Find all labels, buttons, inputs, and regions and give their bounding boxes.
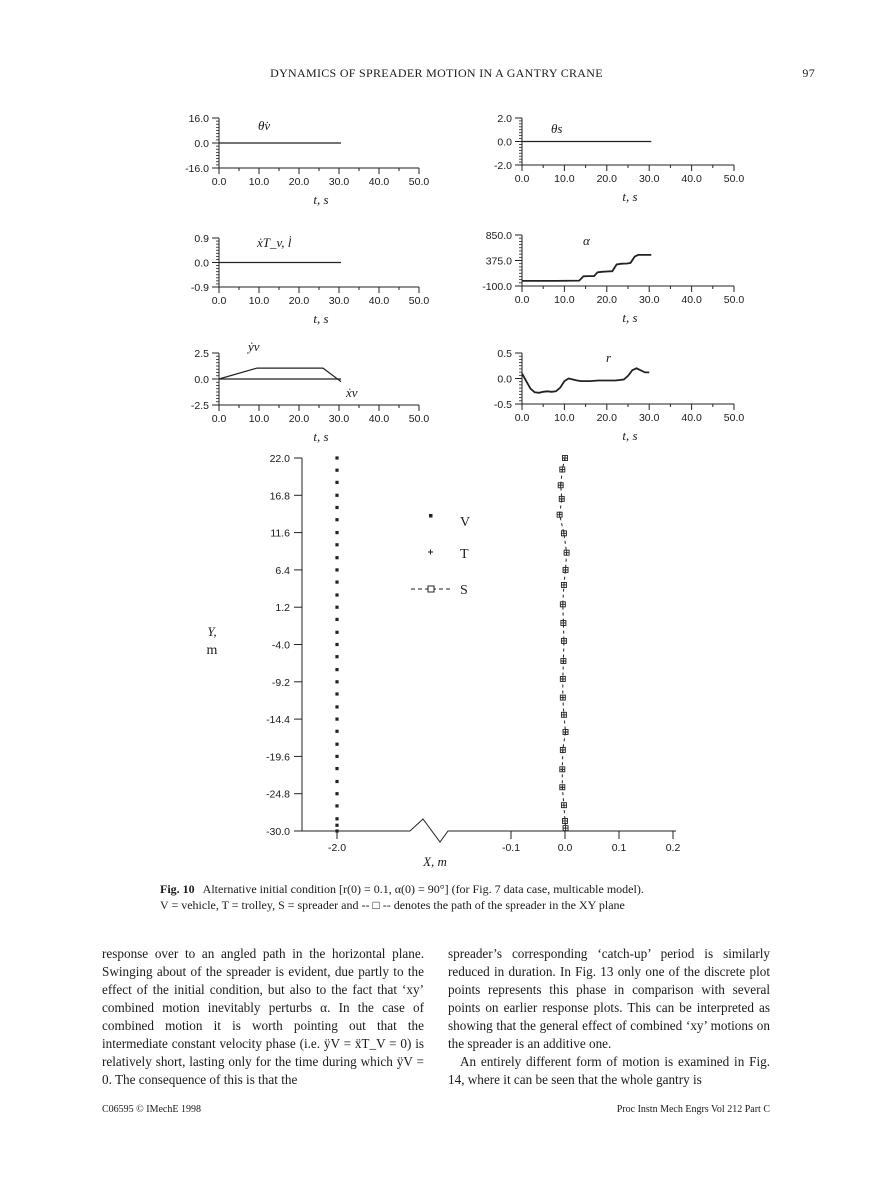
chart-y_v (191, 339, 429, 444)
y-tick-label: -19.6 (266, 751, 290, 764)
vehicle-point (335, 481, 338, 484)
chart-theta_s (494, 113, 744, 204)
y-axis-label: Y, (207, 624, 217, 639)
y-tick-label: 2.0 (497, 113, 512, 125)
body-column-right (448, 945, 770, 1089)
y-tick-label: -100.0 (482, 281, 512, 293)
y-tick-label: -30.0 (266, 826, 290, 838)
trolley-point (561, 658, 566, 663)
vehicle-point (335, 580, 338, 583)
x-tick-label: 30.0 (328, 176, 350, 188)
y-tick-label: -9.2 (271, 676, 290, 689)
vehicle-point (335, 543, 338, 546)
legend-marker-spreader (428, 586, 434, 592)
curve-annotation: ẏv (248, 339, 260, 354)
xy-legend (411, 514, 470, 598)
x-tick-label: 40.0 (368, 176, 390, 188)
chart-xy-path (207, 453, 681, 869)
x-tick-label: 50.0 (723, 412, 745, 424)
vehicle-point (335, 755, 338, 758)
y-tick-label: 0.0 (497, 136, 512, 149)
trolley-point (560, 676, 565, 681)
vehicle-point (335, 680, 338, 683)
y-tick-label: -4.0 (271, 639, 290, 652)
x-tick-label: 20.0 (596, 294, 618, 306)
vehicle-point (335, 618, 338, 621)
vehicle-point (335, 692, 338, 695)
vehicle-point (335, 743, 338, 746)
vehicle-point (335, 829, 338, 832)
x-tick-label: 40.0 (368, 413, 390, 425)
x-tick-label: 30.0 (638, 294, 660, 306)
trolley-point (560, 695, 565, 700)
curve-annotation: θ̇v (258, 118, 271, 133)
legend-label: T (460, 547, 469, 562)
trolley-point (560, 767, 565, 772)
x-tick-label: 0.0 (514, 294, 530, 306)
curve-annotation: θs (551, 121, 563, 136)
x-tick-label: 50.0 (408, 295, 430, 307)
trolley-point (561, 620, 566, 625)
y-tick-label: -0.9 (190, 282, 209, 294)
vehicle-point (335, 456, 338, 459)
vehicle-point (335, 593, 338, 596)
vehicle-point (335, 469, 338, 472)
x-tick-label: 0.1 (611, 842, 627, 854)
x-tick-label: 20.0 (596, 412, 618, 424)
x-tick-label: 20.0 (288, 295, 310, 307)
x-tick-label: 10.0 (554, 412, 575, 424)
x-tick-label: 10.0 (248, 176, 270, 188)
legend-label: V (460, 515, 471, 530)
vehicle-point (335, 643, 338, 646)
y-tick-label: 16.8 (269, 490, 290, 503)
x-tick-label: 0.2 (665, 842, 681, 854)
vehicle-point (335, 718, 338, 721)
vehicle-point (335, 531, 338, 534)
caption-line-1: Alternative initial condition [r(0) = 0.1, α(0) = 90°] (for Fig. 7 data case, multicable model). (202, 882, 644, 896)
trolley-point (560, 602, 565, 607)
x-tick-label: 0.0 (514, 412, 530, 424)
x-tick-label: 30.0 (328, 413, 350, 425)
trolley-point (560, 747, 565, 752)
x-tick-label: 20.0 (288, 176, 310, 188)
y-tick-label: -24.8 (266, 788, 290, 801)
x-tick-label: 40.0 (368, 295, 390, 307)
trolley-point (563, 818, 568, 823)
x-tick-label: 20.0 (288, 413, 310, 425)
y-tick-label: 0.0 (194, 257, 209, 270)
curve-annotation: r (606, 350, 612, 365)
x-tick-label: 0.0 (211, 413, 227, 425)
y-tick-label: 22.0 (269, 453, 290, 465)
y-axis-unit: m (206, 643, 218, 658)
trolley-point (561, 582, 566, 587)
x-tick-label: 0.0 (514, 173, 530, 185)
vehicle-point (335, 780, 338, 783)
vehicle-point (335, 668, 338, 671)
y-tick-label: -2.0 (493, 160, 512, 172)
y-tick-label: 2.5 (194, 348, 209, 360)
x-axis (302, 819, 676, 842)
caption-line-2: V = vehicle, T = trolley, S = spreader and ‐‐ □ ‐‐ denotes the path of the spreader in the XY plane (160, 898, 625, 912)
x-tick-label: 10.0 (554, 173, 575, 185)
chart-r (494, 348, 744, 443)
vehicle-point (335, 606, 338, 609)
trolley-point (561, 803, 566, 808)
y-tick-label: 850.0 (485, 230, 512, 242)
vehicle-point (335, 568, 338, 571)
chart-theta_v (185, 113, 429, 207)
paragraph: response over to an angled path in the horizontal plane. Swinging about of the spreader is evident, due partly to the effect of the initial condition, but also to the fact that ‘xy’ combined motion inevitably perturbs α. In the case of combined motion it is worth pointing out that the intermediate constant velocity phase (i.e. ÿV = ẍT_V = 0) is relatively short, lasting only for the time during which ÿV = 0. The consequence of this is that the (102, 946, 424, 1087)
x-tick-label: 30.0 (638, 412, 660, 424)
x-tick-label: 0.0 (557, 842, 573, 854)
running-header-title: DYNAMICS OF SPREADER MOTION IN A GANTRY CRANE (270, 66, 603, 80)
y-tick-label: -16.0 (185, 163, 209, 175)
trolley-point (561, 638, 566, 643)
vehicle-point (335, 767, 338, 770)
x-tick-label: 40.0 (681, 412, 702, 424)
y-tick-label: 0.5 (497, 348, 512, 360)
vehicle-point (335, 506, 338, 509)
curve-annotation: α (583, 233, 590, 248)
x-tick-label: 50.0 (408, 176, 430, 188)
x-tick-label: 30.0 (328, 295, 350, 307)
x-tick-label: 50.0 (723, 294, 745, 306)
vehicle-point (335, 494, 338, 497)
x-tick-label: 10.0 (248, 295, 270, 307)
x-axis-label: t, s (313, 192, 329, 207)
trolley-point (564, 550, 569, 555)
trolley-point (559, 496, 564, 501)
trolley-point (563, 456, 568, 461)
footer-journal: Proc Instn Mech Engrs Vol 212 Part C (616, 1104, 770, 1115)
legend-label: S (460, 583, 468, 598)
legend-marker-trolley (428, 550, 433, 555)
y-tick-label: 0.0 (194, 374, 209, 386)
x-tick-label: 10.0 (554, 294, 575, 306)
x-tick-label: 20.0 (596, 173, 618, 185)
figure-caption (160, 881, 760, 913)
trolley-point (561, 531, 566, 536)
series-line (522, 368, 649, 393)
x-axis-label: t, s (622, 428, 638, 443)
vehicle-point (335, 730, 338, 733)
x-tick-label: 0.0 (211, 176, 227, 188)
vehicle-point (335, 804, 338, 807)
y-tick-label: 0.9 (194, 233, 209, 245)
x-tick-label: 50.0 (408, 413, 430, 425)
trolley-point (560, 467, 565, 472)
curve-annotation: ẋT_v, l̇ (257, 235, 292, 250)
x-axis-label: X, m (423, 854, 447, 869)
y-tick-label: -0.5 (493, 399, 512, 411)
trolley-point (563, 567, 568, 572)
x-tick-label: 0.0 (211, 295, 227, 307)
x-axis-label: t, s (313, 429, 329, 444)
x-tick-label: -0.1 (501, 842, 521, 854)
y-tick-label: -2.5 (190, 400, 209, 412)
vehicle-point (335, 824, 338, 827)
vehicle-point (335, 556, 338, 559)
x-tick-label: 50.0 (723, 173, 745, 185)
x-tick-label: 30.0 (638, 173, 660, 185)
vehicle-point (335, 518, 338, 521)
x-axis-label: t, s (622, 310, 638, 325)
trolley-point (561, 712, 566, 717)
y-tick-label: 16.0 (188, 113, 209, 125)
y-tick-label: 0.0 (497, 373, 512, 386)
vehicle-point (335, 817, 338, 820)
footer-copyright: C06595 © IMechE 1998 (102, 1104, 201, 1115)
trolley-point (558, 483, 563, 488)
vehicle-point (335, 655, 338, 658)
curve-annotation: ẋv (346, 385, 358, 400)
chart-alpha (482, 230, 744, 325)
vehicle-point (335, 792, 338, 795)
y-tick-label: 0.0 (194, 138, 209, 150)
y-tick-label: 6.4 (275, 564, 290, 577)
x-axis-label: t, s (313, 311, 329, 326)
paragraph: An entirely different form of motion is examined in Fig. 14, where it can be seen that the whole gantry is (448, 1054, 770, 1087)
paragraph: spreader’s corresponding ‘catch-up’ period is similarly reduced in duration. In Fig. 13 only one of the discrete plot points represents this phase in comparison with several points on earlier response plots. This can be interpreted as showing that the general effect of combined ‘xy’ motions on the spreader is an additive one. (448, 946, 770, 1051)
caption-label: Fig. 10 (160, 882, 195, 896)
x-axis-label: t, s (622, 189, 638, 204)
legend-marker-vehicle (429, 514, 433, 518)
y-tick-label: -14.4 (266, 714, 290, 727)
x-tick-label: 40.0 (681, 294, 702, 306)
chart-xtv_l (191, 233, 429, 326)
page-number: 97 (802, 66, 815, 80)
vehicle-point (335, 631, 338, 634)
vehicle-point (335, 705, 338, 708)
y-tick-label: 11.6 (270, 527, 290, 540)
y-tick-label: 1.2 (275, 602, 290, 615)
series-line (522, 255, 651, 281)
x-tick-label: 40.0 (681, 173, 702, 185)
y-tick-label: 375.0 (485, 255, 512, 268)
x-tick-label: 10.0 (248, 413, 270, 425)
trolley-point (560, 785, 565, 790)
trolley-point (563, 826, 568, 831)
x-tick-label: -2.0 (327, 842, 347, 854)
trolley-point (563, 730, 568, 735)
body-column-left (102, 945, 424, 1089)
trolley-point (557, 512, 562, 517)
